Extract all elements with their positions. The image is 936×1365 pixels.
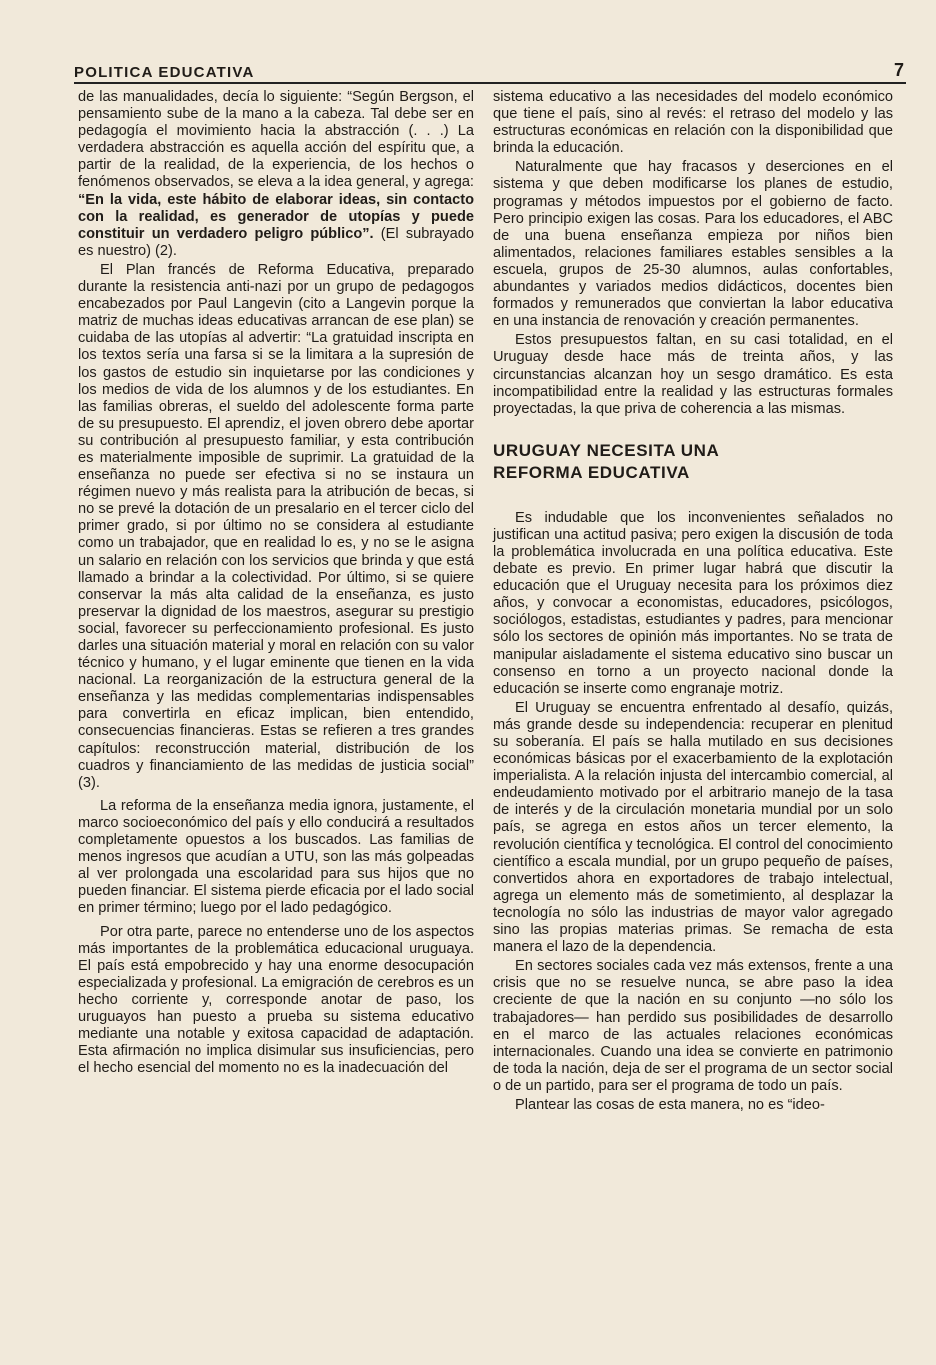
left-column xyxy=(78,89,474,1079)
right-column xyxy=(493,89,893,1116)
bold-quote: “En la vida, este hábito de elaborar ideas, sin contacto con la realidad, es generador de utopías y puede constituir un verdadero peligro público”. xyxy=(78,191,474,242)
paragraph: Naturalmente que hay fracasos y deserciones en el sistema y que deben modificarse los planes de estudio, programas y métodos impuestos por el gobierno de facto. Pero principio exigen las cosas. Para los educadores, el ABC de una buena enseñanza empieza por niños bien alimentados, relaciones familiares estables sensibles a la escuela, grupos de 25-30 alumnos, aulas confortables, abundantes y variados medios didácticos, docentes bien formados y remunerados que conviertan la labor educativa en una instancia de renovación y creación permanentes. xyxy=(493,159,893,330)
section-title: POLITICA EDUCATIVA xyxy=(74,64,255,81)
paragraph: En sectores sociales cada vez más extensos, frente a una crisis que no se resuelve nunca, se abre paso la idea creciente de que la nación en su conjunto —no sólo los trabajadores— han perdido sus posibilidades de desarrollo en el marco de las actuales relaciones económicas internacionales. Cuando una idea se convierte en patrimonio de toda la nación, deja de ser el programa de un sector social o de un partido, para ser el programa de todo un país. xyxy=(493,958,893,1094)
paragraph-text: (El subrayado es nuestro) (2). xyxy=(78,225,474,259)
page-number: 7 xyxy=(893,60,904,80)
paragraph: sistema educativo a las necesidades del modelo económico que tiene el país, sino al revés: el retraso del modelo y las estructuras económicas en relación con la disponibilidad que brinda la educación. xyxy=(493,89,893,157)
paragraph: El Plan francés de Reforma Educativa, preparado durante la resistencia anti-nazi por un grupo de pedagogos encabezados por Paul Langevin (cito a Langevin porque la matriz de muchas ideas educativas arrancan de ese plan) se cuidaba de las utopías al advertir: “La gratuidad inscripta en los textos sería una farsa si se la limitara a la supresión de los gastos de estudio sin inquietarse por las condiciones y los medios de vida de los alumnos y de los estudiantes. En las familias obreras, el sueldo del adolescente forma parte de su presupuesto. El aprendiz, el joven obrero debe aportar su contribución al presupuesto familiar, y esta contribución es materialmente imposible de suprimir. La gratuidad de la enseñanza no puede ser efectiva si no se instaura un régimen nuevo y más realista para la atribución de becas, si no se prevé la dotación de un presalario en el tercer ciclo del primer grado, si por último no se considera al estudiante como un trabajador, que en realidad lo es, y no se le asigna un salario en relación con los servicios que brinda y que está llamado a brindar a la colectividad. Por último, si se quiere conservar la más alta calidad de la enseñanza, es justo preservar la dignidad de los maestros, asegurar su prestigio social, favorecer su perfeccionamiento profesional. Es justo darles una situación material y moral en relación con su valor técnico y humano, y el lugar eminente que tienen en la vida nacional. La reorganización de la estructura general de la enseñanza y las medidas complementarias indispensables para convertirla en eficaz implican, bien entendido, consecuencias financieras. Estas se refieren a tres grandes capítulos: reconstrucción material, distribución de los cuadros y financiamiento de las medidas de justicia social” (3). xyxy=(78,261,474,791)
paragraph: Plantear las cosas de esta manera, no es “ideo- xyxy=(515,1096,825,1113)
paragraph-text: de las manualidades, decía lo siguiente: “Según Bergson, el pensamiento sube de la mano a la cabeza. Tal debe ser en pedagogía el movimiento hacia la abstracción (. . .) La verdadera abstracción es aquella acción del espíritu que, a partir de la realidad, de la experiencia, de los hechos o fenómenos observados, se eleva a la idea general, y agrega: xyxy=(78,89,474,191)
paragraph: Por otra parte, parece no entenderse uno de los aspectos más importantes de la problemática educacional uruguaya. El país está empobrecido y hay una enorme desocupación especializada y profesional. La emigración de cerebros es un hecho corriente y, corresponde anotar de paso, los uruguayos han puesto a prueba su sistema educativo mediante una notable y exitosa capacidad de adaptación. Esta afirmación no implica disimular sus insuficiencias, pero el hecho esencial del momento no es la inadecuación del xyxy=(78,923,474,1077)
header-rule xyxy=(74,82,906,84)
page-header xyxy=(74,62,906,84)
paragraph: Estos presupuestos faltan, en su casi totalidad, en el Uruguay desde hace más de treinta años, y las circunstancias alcanzan hoy un sesgo dramático. Es esta incompatibilidad entre la realidad y las estructuras formales proyectadas, la que priva de coherencia a las mismas. xyxy=(493,332,893,417)
paragraph xyxy=(78,89,474,260)
paragraph: La reforma de la enseñanza media ignora, justamente, el marco socioeconómico del país y ello conducirá a resultados completamente opuestos a los buscados. Las familias de menos ingresos que acudían a UTU, son las más golpeadas al ver prolongada una escolaridad para sus hijos que no pueden financiar. El sistema pierde eficacia por el lado social en primer término; luego por el lado pedagógico. xyxy=(78,797,474,917)
heading-line: REFORMA EDUCATIVA xyxy=(493,462,690,482)
heading-line: URUGUAY NECESITA UNA xyxy=(493,440,720,460)
paragraph: El Uruguay se encuentra enfrentado al desafío, quizás, más grande desde su independencia: recuperar en plenitud su soberanía. El país se halla mutilado en sus decisiones económicas básicas por el exacerbamiento de la explotación imperialista. A la relación injusta del intercambio comercial, al endeudamiento motivado por el arbitrario manejo de la tasa de interés y de la circulación monetaria mundial por un solo país, se agrega en estos años un tercer elemento, la revolución científica y tecnológica. El control del conocimiento científico a escala mundial, por un grupo pequeño de países, convertidos ahora en exportadores de trabajo intelectual, agrega un elemento más de sometimiento, al desplazar la tecnología no sólo las industrias de mayor valor agregado sino las propias materias primas. Se remacha de esta manera el lazo de la dependencia. xyxy=(493,699,893,956)
paragraph: Es indudable que los inconvenientes señalados no justifican una actitud pasiva; pero exigen la discusión de toda la problemática involucrada en una política educativa. Este debate es previo. En primer lugar habrá que discutir la educación que el Uruguay necesita para los próximos diez años, y convocar a economistas, educadores, psicólogos, sociólogos, estadistas, estudiantes y padres, para mencionar sólo los sectores de opinión más importantes. No se trata de manipular aisladamente el sistema educativo sino buscar un consenso en torno a un proyecto nacional donde la educación se inserte como engranaje motriz. xyxy=(493,509,893,697)
section-heading xyxy=(493,440,893,484)
